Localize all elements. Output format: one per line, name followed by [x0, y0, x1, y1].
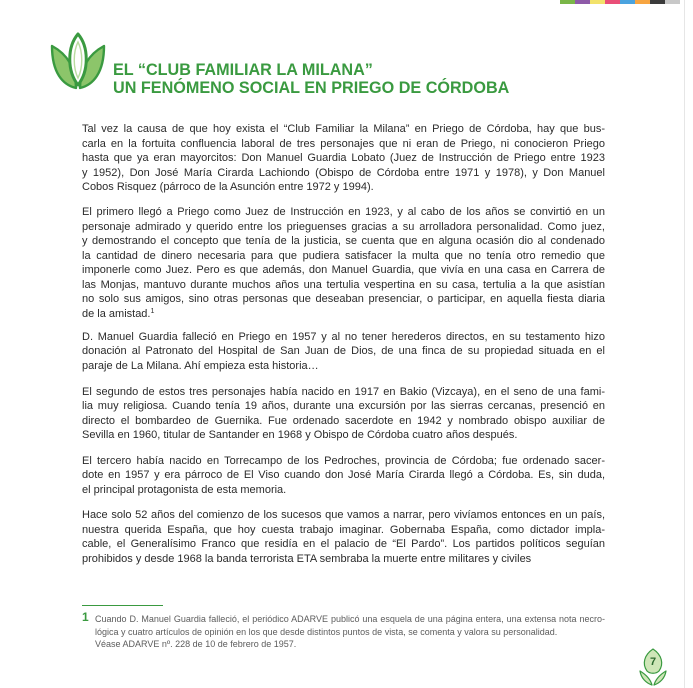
body-line: las Monjas, mantuvo durante muchos años una tertulia vespertina en su casa, tertulia a la que asistían — [82, 278, 605, 291]
footnote-line: lógica y cuatro artículos de opinión en los que desde distintos puntos de vista, se comenta y valora su personalidad. — [95, 626, 558, 637]
body-line: la cantidad de dinero necesaria para que pudiera satisfacer la multa que no tenía otro remedio que — [82, 249, 605, 262]
body-line: nuestra querida España, que hoy cuesta trabajo imaginar. Gobernaba España, como dictador impla- — [82, 523, 605, 536]
paragraph-4 — [82, 385, 605, 443]
body-line: dote en 1957 y era párroco de El Viso cuando don José María Cirarda llegó a Córdoba. Es, sin duda, — [82, 469, 605, 481]
body-line: el principal protagonista de esta memoria. — [82, 483, 287, 496]
body-line: hasta que ya eran mayorcitos: Don Manuel Guardia Lobato (Juez de Instrucción de Priego entre 1923 — [82, 152, 605, 164]
footnote-divider — [82, 605, 163, 606]
body-line: El tercero había nacido en Torrecampo de los Pedroches, provincia de Córdoba; fue ordenado sacer- — [82, 454, 605, 467]
body-line: y 1952), Don José María Cirarda Lachiondo (Obispo de Córdoba entre 1971 y 1978), y Don Manuel — [82, 166, 605, 179]
footnote-line: Véase ADARVE nº. 228 de 10 de febrero de 1957. — [95, 639, 297, 649]
body-line — [82, 307, 605, 322]
footnote-reference: 1 — [150, 307, 155, 315]
body-line: personaje admirado y querido entre los prieguenses gracias a su arrolladora personalidad. Como juez, — [82, 220, 605, 233]
body-line: lia muy religiosa. Cuando tenía 19 años, durante una excursión por las sierras cercanas, presenció en — [82, 400, 605, 412]
color-swatch — [560, 0, 575, 4]
body-line-text: de la amistad. — [82, 307, 151, 320]
color-swatch — [650, 0, 665, 4]
page-title — [113, 61, 509, 97]
color-swatch — [635, 0, 650, 4]
paragraph-5 — [82, 454, 605, 498]
body-line: directo el bombardeo de Guernika. Fue ordenado sacerdote en 1942 y nombrado obispo auxiliar de — [82, 414, 605, 427]
color-swatch — [590, 0, 605, 4]
body-line: El segundo de estos tres personajes había nacido en 1917 en Bakio (Vizcaya), en el seno de una fami- — [82, 385, 605, 398]
print-color-bar — [560, 0, 680, 4]
body-line: carla en la fortuita confluencia laboral de tres personajes que ni eran de Priego, ni conocieron Priego — [82, 137, 605, 150]
lotus-logo-icon — [46, 30, 110, 94]
page-trim-line — [684, 0, 685, 688]
footnote-line: Cuando D. Manuel Guardia falleció, el periódico ADARVE publicó una esquela de una página entera, una extensa nota necro- — [95, 614, 605, 624]
body-line: Hace solo 52 años del comienzo de los sucesos que vamos a narrar, pero vivíamos entonces en un país, — [82, 509, 605, 521]
color-swatch — [605, 0, 620, 4]
body-line: Cobos Risquez (párroco de la Asunción entre 1972 y 1994). — [82, 181, 374, 193]
color-swatch — [665, 0, 680, 4]
body-line: Sevilla en 1960, titular de Santander en 1968 y Obispo de Córdoba cuatro años después. — [82, 429, 518, 441]
footnote-number: 1 — [82, 610, 89, 624]
title-line: EL “CLUB FAMILIAR LA MILANA” — [113, 61, 373, 79]
paragraph-2 — [82, 205, 605, 321]
paragraph-6 — [82, 508, 605, 566]
body-line: donación al Patronato del Hospital de San Juan de Dios, de una finca de su propiedad situada en el — [82, 345, 605, 357]
body-line: Tal vez la causa de que hoy exista el “Club Familiar la Milana” en Priego de Córdoba, hay que bus- — [82, 123, 605, 135]
color-swatch — [620, 0, 635, 4]
title-line: UN FENÓMENO SOCIAL EN PRIEGO DE CÓRDOBA — [113, 79, 510, 97]
body-line: no solo sus amigos, sino otras personas que deseaban presenciar, o participar, en aquella fiesta diaria — [82, 293, 605, 305]
body-line: prohibidos y desde 1968 la banda terrorista ETA sembraba la muerte entre militares y civiles — [82, 552, 532, 565]
body-line: imponerle como Juez. Pero es que además, don Manuel Guardia, que vivía en una casa en Carrera de — [82, 264, 605, 276]
paragraph-1 — [82, 122, 605, 195]
body-line: cable, el Generalísimo Franco que residía en el palacio de “El Pardo”. Los partidos políticos seguían — [82, 538, 605, 550]
page-number: 7 — [649, 656, 657, 668]
color-swatch — [575, 0, 590, 4]
body-line: y demostrando el concepto que tenía de la justicia, se cuenta que en alguna ocasión dio al condenado — [82, 235, 605, 247]
body-line: El primero llegó a Priego como Juez de Instrucción en 1923, y al cabo de los años se convirtió en un — [82, 206, 605, 218]
footnote-text — [95, 613, 605, 651]
body-line: paraje de La Milana. Ahí empieza esta historia… — [82, 359, 319, 372]
paragraph-3 — [82, 330, 605, 374]
body-line: D. Manuel Guardia falleció en Priego en 1957 y al no tener herederos directos, en su testamento hizo — [82, 330, 605, 343]
